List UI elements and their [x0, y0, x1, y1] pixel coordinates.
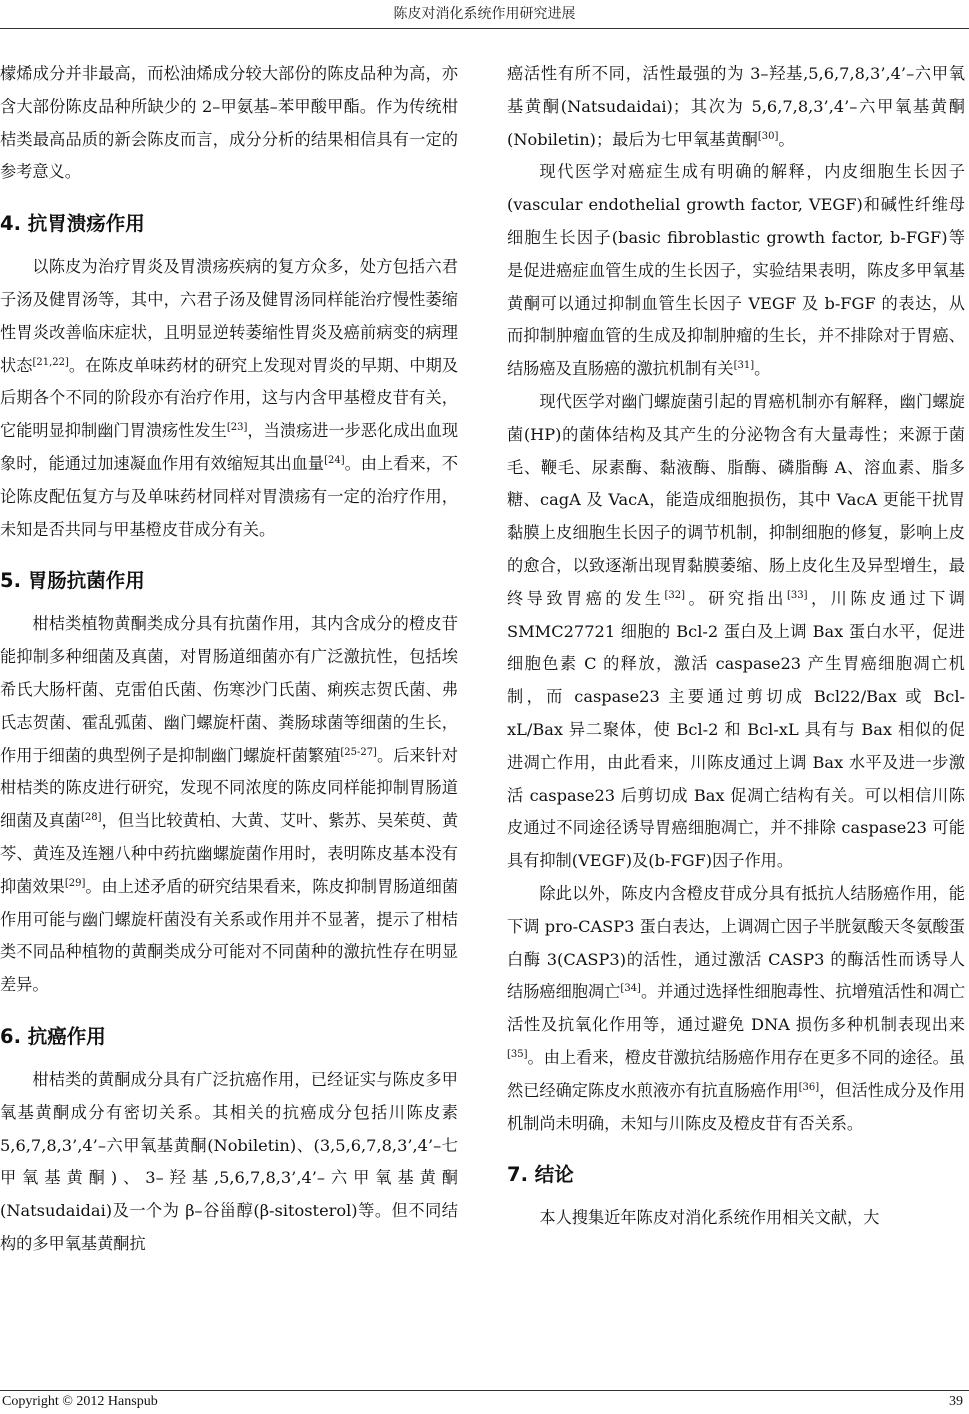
citation: [21,22]	[32, 356, 69, 368]
citation: [32]	[664, 589, 686, 601]
section-5-heading: 5. 胃肠抗菌作用	[0, 569, 145, 593]
section-6-paragraph-2: 现代医学对癌症生成有明确的解释，内皮细胞生长因子(vascular endothelial growth factor, VEGF)和碱性纤维母细胞生长因子(basic fibroblastic growth factor, b-FGF)等是促进癌症血管生成的生长因子，实验结果表明，陈皮多甲氧基黄酮可以通过抑制血管生长因子 VEGF 及 b-FGF 的表达，从而抑制肿瘤血管的生成及抑制肿瘤的生长，并不排除对于胃癌、结肠癌及直肠癌的激抗机制有关[31]。	[507, 162, 965, 379]
footer-rule	[0, 1390, 969, 1391]
section-4-paragraph: 以陈皮为治疗胃炎及胃溃疡疾病的复方众多，处方包括六君子汤及健胃汤等，其中，六君子汤及健胃汤同样能治疗慢性萎缩性胃炎改善临床症状，且明显逆转萎缩性胃炎及癌前病变的病理状态[21,22]。在陈皮单味药材的研究上发现对胃炎的早期、中期及后期各个不同的阶段亦有治疗作用，这与内含甲基橙皮苷有关，它能明显抑制幽门胃溃疡性发生[23]，当溃疡进一步恶化成出血现象时，能通过加速凝血作用有效缩短其出血量[24]。由上看来，不论陈皮配伍复方与及单味药材同样对胃溃疡有一定的治疗作用，未知是否共同与甲基橙皮苷成分有关。	[0, 257, 459, 539]
running-header: 陈皮对消化系统作用研究进展	[393, 6, 576, 22]
section-6-heading: 6. 抗癌作用	[0, 1024, 106, 1048]
citation: [24]	[324, 454, 345, 466]
section-5-paragraph: 柑桔类植物黄酮类成分具有抗菌作用，其内含成分的橙皮苷能抑制多种细菌及真菌，对胃肠道细菌亦有广泛激抗性，包括埃希氏大肠杆菌、克雷伯氏菌、伤寒沙门氏菌、痢疾志贺氏菌、弗氏志贺菌、霍乱弧菌、幽门螺旋杆菌、粪肠球菌等细菌的生长，作用于细菌的典型例子是抑制幽门螺旋杆菌繁殖[25-27]。后来针对柑桔类的陈皮进行研究，发现不同浓度的陈皮同样能抑制胃肠道细菌及真菌[28]，但当比较黄柏、大黄、艾叶、紫苏、吴茱萸、黄芩、黄连及连翘八种中药抗幽螺旋菌作用时，表明陈皮基本没有抑菌效果[29]。由上述矛盾的研究结果看来，陈皮抑制胃肠道细菌作用可能与幽门螺旋杆菌没有关系或作用并不显著，提示了柑桔类不同品种植物的黄酮类成分可能对不同菌种的激抗性存在明显差异。	[0, 614, 459, 995]
citation: [35]	[507, 1048, 528, 1060]
section-7-heading: 7. 结论	[507, 1163, 574, 1187]
citation: [25-27]	[340, 746, 377, 758]
citation: [29]	[64, 877, 86, 889]
citation: [33]	[786, 589, 808, 601]
section-6-paragraph-1: 柑桔类的黄酮成分具有广泛抗癌作用，已经证实与陈皮多甲氧基黄酮成分有密切关系。其相关的抗癌成分包括川陈皮素 5,6,7,8,3’,4’–六甲氧基黄酮(Nobiletin)、(3,5,6,7,8,3’,4’–七甲氧基黄酮)、3–羟基,5,6,7,8,3’,4’–六甲氧基黄酮(Natsudaidai)及一个为 β–谷甾醇(β-sitosterol)等。但不同结构的多甲氧基黄酮抗	[0, 1069, 458, 1253]
left-column	[0, 58, 458, 1261]
section-6-paragraph-3: 现代医学对幽门螺旋菌引起的胃癌机制亦有解释，幽门螺旋菌(HP)的菌体结构及其产生的分泌物含有大量毒性；来源于菌毛、鞭毛、尿素酶、黏液酶、脂酶、磷脂酶 A、溶血素、脂多糖、cagA 及 VacA，能造成细胞损伤，其中 VacA 更能干扰胃黏膜上皮细胞生长因子的调节机制，抑制细胞的修复，影响上皮的愈合，以致逐渐出现胃黏膜萎缩、肠上皮化生及异型增生，最终导致胃癌的发生[32]。研究指出[33]，川陈皮通过下调 SMMC27721 细胞的 Bcl-2 蛋白及上调 Bax 蛋白水平，促进细胞色素 C 的释放，激活 caspase23 产生胃癌细胞凋亡机制，而 caspase23 主要通过剪切成 Bcl22/Bax 或 Bcl-xL/Bax 异二聚体，使 Bcl-2 和 Bcl-xL 具有与 Bax 相似的促进凋亡作用，由此看来，川陈皮通过上调 Bax 水平及进一步激活 caspase23 后剪切成 Bax 促凋亡结构有关。可以相信川陈皮通过不同途径诱导胃癌细胞凋亡，并不排除 caspase23 可能具有抑制(VEGF)及(b-FGF)因子作用。	[507, 391, 965, 871]
citation: [28]	[81, 812, 102, 824]
section-7-paragraph: 本人搜集近年陈皮对消化系统作用相关文献，大	[539, 1208, 880, 1228]
citation: [23]	[226, 422, 248, 434]
page-number: 39	[949, 1394, 963, 1409]
header-rule	[0, 28, 969, 29]
citation: [31]	[733, 360, 755, 372]
right-column	[507, 58, 965, 1235]
section-6-paragraph-4: 除此以外，陈皮内含橙皮苷成分具有抵抗人结肠癌作用，能下调 pro-CASP3 蛋白表达，上调凋亡因子半胱氨酸天冬氨酸蛋白酶 3(CASP3)的活性，通过激活 CASP3 的酶活性而诱导人结肠癌细胞凋亡[34]。并通过选择性细胞毒性、抗增殖活性和凋亡活性及抗氧化作用等，通过避免 DNA 损伤多种机制表现出来[35]。由上看来，橙皮苷激抗结肠癌作用存在更多不同的途径。虽然已经确定陈皮水煎液亦有抗直肠癌作用[36]，但活性成分及作用机制尚未明确，未知与川陈皮及橙皮苷有否关系。	[507, 883, 966, 1133]
citation: [36]	[798, 1081, 820, 1093]
section-6-paragraph-1-continued: 癌活性有所不同，活性最强的为 3–羟基,5,6,7,8,3’,4’–六甲氧基黄酮(Natsudaidai)；其次为 5,6,7,8,3’,4’–六甲氧基黄酮(Nobiletin)；最后为七甲氧基黄酮[30]。	[507, 64, 965, 149]
citation: [30]	[757, 130, 779, 142]
citation: [34]	[620, 983, 641, 995]
footer-copyright: Copyright © 2012 Hanspub	[2, 1394, 158, 1409]
section-4-heading: 4. 抗胃溃疡作用	[0, 212, 145, 236]
intro-paragraph: 檬烯成分并非最高，而松油烯成分较大部份的陈皮品种为高，亦含大部份陈皮品种所缺少的 2–甲氨基–苯甲酸甲酯。作为传统柑桔类最高品质的新会陈皮而言，成分分析的结果相信具有一定的参考意义。	[0, 64, 458, 182]
